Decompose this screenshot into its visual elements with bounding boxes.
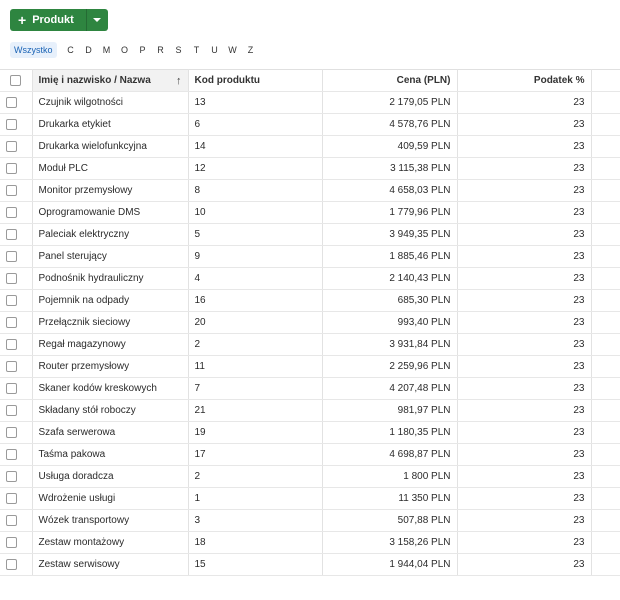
cell-tax: 23 bbox=[457, 246, 591, 268]
cell-extra bbox=[591, 422, 620, 444]
cell-code: 7 bbox=[188, 378, 322, 400]
row-select-cell bbox=[0, 202, 32, 224]
cell-tax: 23 bbox=[457, 202, 591, 224]
row-select-cell bbox=[0, 180, 32, 202]
cell-tax: 23 bbox=[457, 224, 591, 246]
row-checkbox[interactable] bbox=[6, 449, 17, 460]
row-select-cell bbox=[0, 510, 32, 532]
cell-tax: 23 bbox=[457, 422, 591, 444]
cell-tax: 23 bbox=[457, 334, 591, 356]
row-select-cell bbox=[0, 246, 32, 268]
table-row[interactable] bbox=[0, 466, 620, 488]
table-row[interactable] bbox=[0, 312, 620, 334]
cell-extra bbox=[591, 92, 620, 114]
row-select-cell bbox=[0, 158, 32, 180]
cell-extra bbox=[591, 312, 620, 334]
cell-code: 2 bbox=[188, 334, 322, 356]
cell-price: 981,97 PLN bbox=[322, 400, 457, 422]
letter-filter-c[interactable]: C bbox=[67, 45, 74, 55]
row-checkbox[interactable] bbox=[6, 493, 17, 504]
letter-filter-bar bbox=[10, 42, 260, 58]
cell-extra bbox=[591, 356, 620, 378]
chevron-down-icon bbox=[93, 18, 101, 22]
table-row[interactable] bbox=[0, 224, 620, 246]
table-row[interactable] bbox=[0, 378, 620, 400]
select-all-cell bbox=[0, 70, 32, 92]
plus-icon: + bbox=[18, 12, 27, 28]
row-select-cell bbox=[0, 136, 32, 158]
row-select-cell bbox=[0, 334, 32, 356]
cell-price: 4 658,03 PLN bbox=[322, 180, 457, 202]
cell-code: 8 bbox=[188, 180, 322, 202]
letter-filter-t[interactable]: T bbox=[193, 45, 200, 55]
cell-price: 1 800 PLN bbox=[322, 466, 457, 488]
cell-price: 2 179,05 PLN bbox=[322, 92, 457, 114]
cell-extra bbox=[591, 114, 620, 136]
cell-tax: 23 bbox=[457, 510, 591, 532]
cell-name: Wdrożenie usługi bbox=[32, 488, 188, 510]
row-select-cell bbox=[0, 268, 32, 290]
row-select-cell bbox=[0, 444, 32, 466]
row-checkbox[interactable] bbox=[6, 141, 17, 152]
table-row[interactable] bbox=[0, 532, 620, 554]
cell-name: Monitor przemysłowy bbox=[32, 180, 188, 202]
cell-price: 3 158,26 PLN bbox=[322, 532, 457, 554]
letter-filter-o[interactable]: O bbox=[121, 45, 129, 55]
cell-tax: 23 bbox=[457, 466, 591, 488]
table-row[interactable] bbox=[0, 422, 620, 444]
row-checkbox[interactable] bbox=[6, 427, 17, 438]
cell-tax: 23 bbox=[457, 158, 591, 180]
row-select-cell bbox=[0, 532, 32, 554]
cell-name: Pojemnik na odpady bbox=[32, 290, 188, 312]
row-checkbox[interactable] bbox=[6, 251, 17, 262]
row-select-cell bbox=[0, 422, 32, 444]
table-row[interactable] bbox=[0, 334, 620, 356]
add-product-button[interactable] bbox=[10, 9, 86, 31]
cell-code: 4 bbox=[188, 268, 322, 290]
cell-name: Składany stół roboczy bbox=[32, 400, 188, 422]
row-select-cell bbox=[0, 92, 32, 114]
cell-code: 16 bbox=[188, 290, 322, 312]
cell-name: Usługa doradcza bbox=[32, 466, 188, 488]
table-row[interactable] bbox=[0, 268, 620, 290]
cell-tax: 23 bbox=[457, 136, 591, 158]
cell-extra bbox=[591, 378, 620, 400]
cell-code: 12 bbox=[188, 158, 322, 180]
cell-name: Zestaw montażowy bbox=[32, 532, 188, 554]
cell-code: 14 bbox=[188, 136, 322, 158]
table-header-row bbox=[0, 70, 620, 92]
cell-extra bbox=[591, 136, 620, 158]
row-select-cell bbox=[0, 356, 32, 378]
table-row[interactable] bbox=[0, 554, 620, 576]
row-checkbox[interactable] bbox=[6, 207, 17, 218]
cell-code: 3 bbox=[188, 510, 322, 532]
cell-code: 17 bbox=[188, 444, 322, 466]
cell-price: 3 115,38 PLN bbox=[322, 158, 457, 180]
table-row[interactable] bbox=[0, 202, 620, 224]
cell-extra bbox=[591, 554, 620, 576]
cell-code: 13 bbox=[188, 92, 322, 114]
table-row[interactable] bbox=[0, 444, 620, 466]
table-row[interactable] bbox=[0, 400, 620, 422]
row-checkbox[interactable] bbox=[6, 317, 17, 328]
add-product-dropdown-button[interactable] bbox=[86, 9, 108, 31]
cell-price: 507,88 PLN bbox=[322, 510, 457, 532]
cell-price: 3 949,35 PLN bbox=[322, 224, 457, 246]
row-checkbox[interactable] bbox=[6, 229, 17, 240]
products-table bbox=[0, 69, 620, 576]
cell-price: 1 180,35 PLN bbox=[322, 422, 457, 444]
cell-code: 21 bbox=[188, 400, 322, 422]
cell-extra bbox=[591, 180, 620, 202]
cell-extra bbox=[591, 334, 620, 356]
cell-price: 11 350 PLN bbox=[322, 488, 457, 510]
cell-price: 2 259,96 PLN bbox=[322, 356, 457, 378]
cell-extra bbox=[591, 466, 620, 488]
cell-extra bbox=[591, 290, 620, 312]
cell-name: Oprogramowanie DMS bbox=[32, 202, 188, 224]
cell-code: 2 bbox=[188, 466, 322, 488]
cell-price: 1 885,46 PLN bbox=[322, 246, 457, 268]
cell-tax: 23 bbox=[457, 444, 591, 466]
row-checkbox[interactable] bbox=[6, 515, 17, 526]
table-row[interactable] bbox=[0, 488, 620, 510]
cell-name: Wózek transportowy bbox=[32, 510, 188, 532]
cell-name: Panel sterujący bbox=[32, 246, 188, 268]
row-select-cell bbox=[0, 224, 32, 246]
row-checkbox[interactable] bbox=[6, 339, 17, 350]
row-checkbox[interactable] bbox=[6, 97, 17, 108]
cell-extra bbox=[591, 510, 620, 532]
cell-code: 20 bbox=[188, 312, 322, 334]
row-checkbox[interactable] bbox=[6, 559, 17, 570]
cell-extra bbox=[591, 268, 620, 290]
letter-filter-m[interactable]: M bbox=[102, 45, 111, 55]
cell-extra bbox=[591, 158, 620, 180]
row-checkbox[interactable] bbox=[6, 361, 17, 372]
cell-code: 15 bbox=[188, 554, 322, 576]
cell-tax: 23 bbox=[457, 268, 591, 290]
column-header-name-label: Imię i nazwisko / Nazwa bbox=[38, 74, 151, 86]
cell-tax: 23 bbox=[457, 114, 591, 136]
cell-name: Drukarka wielofunkcyjna bbox=[32, 136, 188, 158]
cell-tax: 23 bbox=[457, 378, 591, 400]
row-select-cell bbox=[0, 554, 32, 576]
cell-price: 4 698,87 PLN bbox=[322, 444, 457, 466]
cell-tax: 23 bbox=[457, 356, 591, 378]
letter-filter-r[interactable]: R bbox=[157, 45, 164, 55]
row-checkbox[interactable] bbox=[6, 163, 17, 174]
cell-name: Taśma pakowa bbox=[32, 444, 188, 466]
row-select-cell bbox=[0, 114, 32, 136]
table-row[interactable] bbox=[0, 114, 620, 136]
table-row[interactable] bbox=[0, 180, 620, 202]
cell-code: 1 bbox=[188, 488, 322, 510]
row-checkbox[interactable] bbox=[6, 405, 17, 416]
column-header-extra bbox=[591, 70, 620, 92]
cell-extra bbox=[591, 246, 620, 268]
table-row[interactable] bbox=[0, 158, 620, 180]
row-checkbox[interactable] bbox=[6, 185, 17, 196]
letter-filter-p[interactable]: P bbox=[139, 45, 146, 55]
cell-name: Przełącznik sieciowy bbox=[32, 312, 188, 334]
row-select-cell bbox=[0, 290, 32, 312]
cell-extra bbox=[591, 202, 620, 224]
cell-name: Moduł PLC bbox=[32, 158, 188, 180]
cell-price: 2 140,43 PLN bbox=[322, 268, 457, 290]
toolbar bbox=[10, 9, 108, 31]
cell-tax: 23 bbox=[457, 290, 591, 312]
table-row[interactable] bbox=[0, 246, 620, 268]
letter-filter-z[interactable]: Z bbox=[247, 45, 254, 55]
row-checkbox[interactable] bbox=[6, 273, 17, 284]
column-header-tax[interactable]: Podatek % bbox=[457, 70, 591, 92]
cell-extra bbox=[591, 532, 620, 554]
table-row[interactable] bbox=[0, 92, 620, 114]
cell-extra bbox=[591, 444, 620, 466]
cell-price: 1 779,96 PLN bbox=[322, 202, 457, 224]
cell-price: 3 931,84 PLN bbox=[322, 334, 457, 356]
row-select-cell bbox=[0, 488, 32, 510]
cell-name: Paleciak elektryczny bbox=[32, 224, 188, 246]
select-all-checkbox[interactable] bbox=[10, 75, 21, 86]
cell-price: 409,59 PLN bbox=[322, 136, 457, 158]
row-checkbox[interactable] bbox=[6, 537, 17, 548]
cell-tax: 23 bbox=[457, 532, 591, 554]
cell-price: 685,30 PLN bbox=[322, 290, 457, 312]
cell-name: Zestaw serwisowy bbox=[32, 554, 188, 576]
cell-price: 993,40 PLN bbox=[322, 312, 457, 334]
letter-filter-u[interactable]: U bbox=[211, 45, 218, 55]
column-header-code[interactable]: Kod produktu bbox=[188, 70, 322, 92]
table-row[interactable] bbox=[0, 136, 620, 158]
cell-name: Czujnik wilgotności bbox=[32, 92, 188, 114]
cell-price: 1 944,04 PLN bbox=[322, 554, 457, 576]
letter-filter-s[interactable]: S bbox=[175, 45, 182, 55]
add-product-label: Produkt bbox=[32, 14, 74, 26]
letter-filter-d[interactable]: D bbox=[85, 45, 92, 55]
cell-name: Skaner kodów kreskowych bbox=[32, 378, 188, 400]
cell-price: 4 207,48 PLN bbox=[322, 378, 457, 400]
cell-tax: 23 bbox=[457, 554, 591, 576]
row-select-cell bbox=[0, 400, 32, 422]
cell-code: 18 bbox=[188, 532, 322, 554]
cell-price: 4 578,76 PLN bbox=[322, 114, 457, 136]
row-select-cell bbox=[0, 378, 32, 400]
cell-tax: 23 bbox=[457, 92, 591, 114]
cell-extra bbox=[591, 488, 620, 510]
row-select-cell bbox=[0, 466, 32, 488]
table-row[interactable] bbox=[0, 510, 620, 532]
cell-tax: 23 bbox=[457, 400, 591, 422]
cell-code: 11 bbox=[188, 356, 322, 378]
letter-filter-w[interactable]: W bbox=[228, 45, 237, 55]
column-header-name[interactable] bbox=[32, 70, 188, 92]
column-header-price[interactable]: Cena (PLN) bbox=[322, 70, 457, 92]
table-row[interactable] bbox=[0, 356, 620, 378]
cell-name: Regał magazynowy bbox=[32, 334, 188, 356]
cell-name: Router przemysłowy bbox=[32, 356, 188, 378]
cell-tax: 23 bbox=[457, 312, 591, 334]
cell-code: 9 bbox=[188, 246, 322, 268]
cell-tax: 23 bbox=[457, 488, 591, 510]
cell-name: Szafa serwerowa bbox=[32, 422, 188, 444]
cell-extra bbox=[591, 400, 620, 422]
cell-code: 19 bbox=[188, 422, 322, 444]
row-checkbox[interactable] bbox=[6, 295, 17, 306]
cell-code: 5 bbox=[188, 224, 322, 246]
cell-tax: 23 bbox=[457, 180, 591, 202]
cell-extra bbox=[591, 224, 620, 246]
cell-code: 10 bbox=[188, 202, 322, 224]
row-checkbox[interactable] bbox=[6, 471, 17, 482]
cell-name: Podnośnik hydrauliczny bbox=[32, 268, 188, 290]
cell-name: Drukarka etykiet bbox=[32, 114, 188, 136]
arrow-up-icon: ↑ bbox=[176, 74, 182, 87]
cell-code: 6 bbox=[188, 114, 322, 136]
row-checkbox[interactable] bbox=[6, 383, 17, 394]
row-select-cell bbox=[0, 312, 32, 334]
letter-filter-all[interactable]: Wszystko bbox=[10, 42, 57, 58]
table-row[interactable] bbox=[0, 290, 620, 312]
row-checkbox[interactable] bbox=[6, 119, 17, 130]
